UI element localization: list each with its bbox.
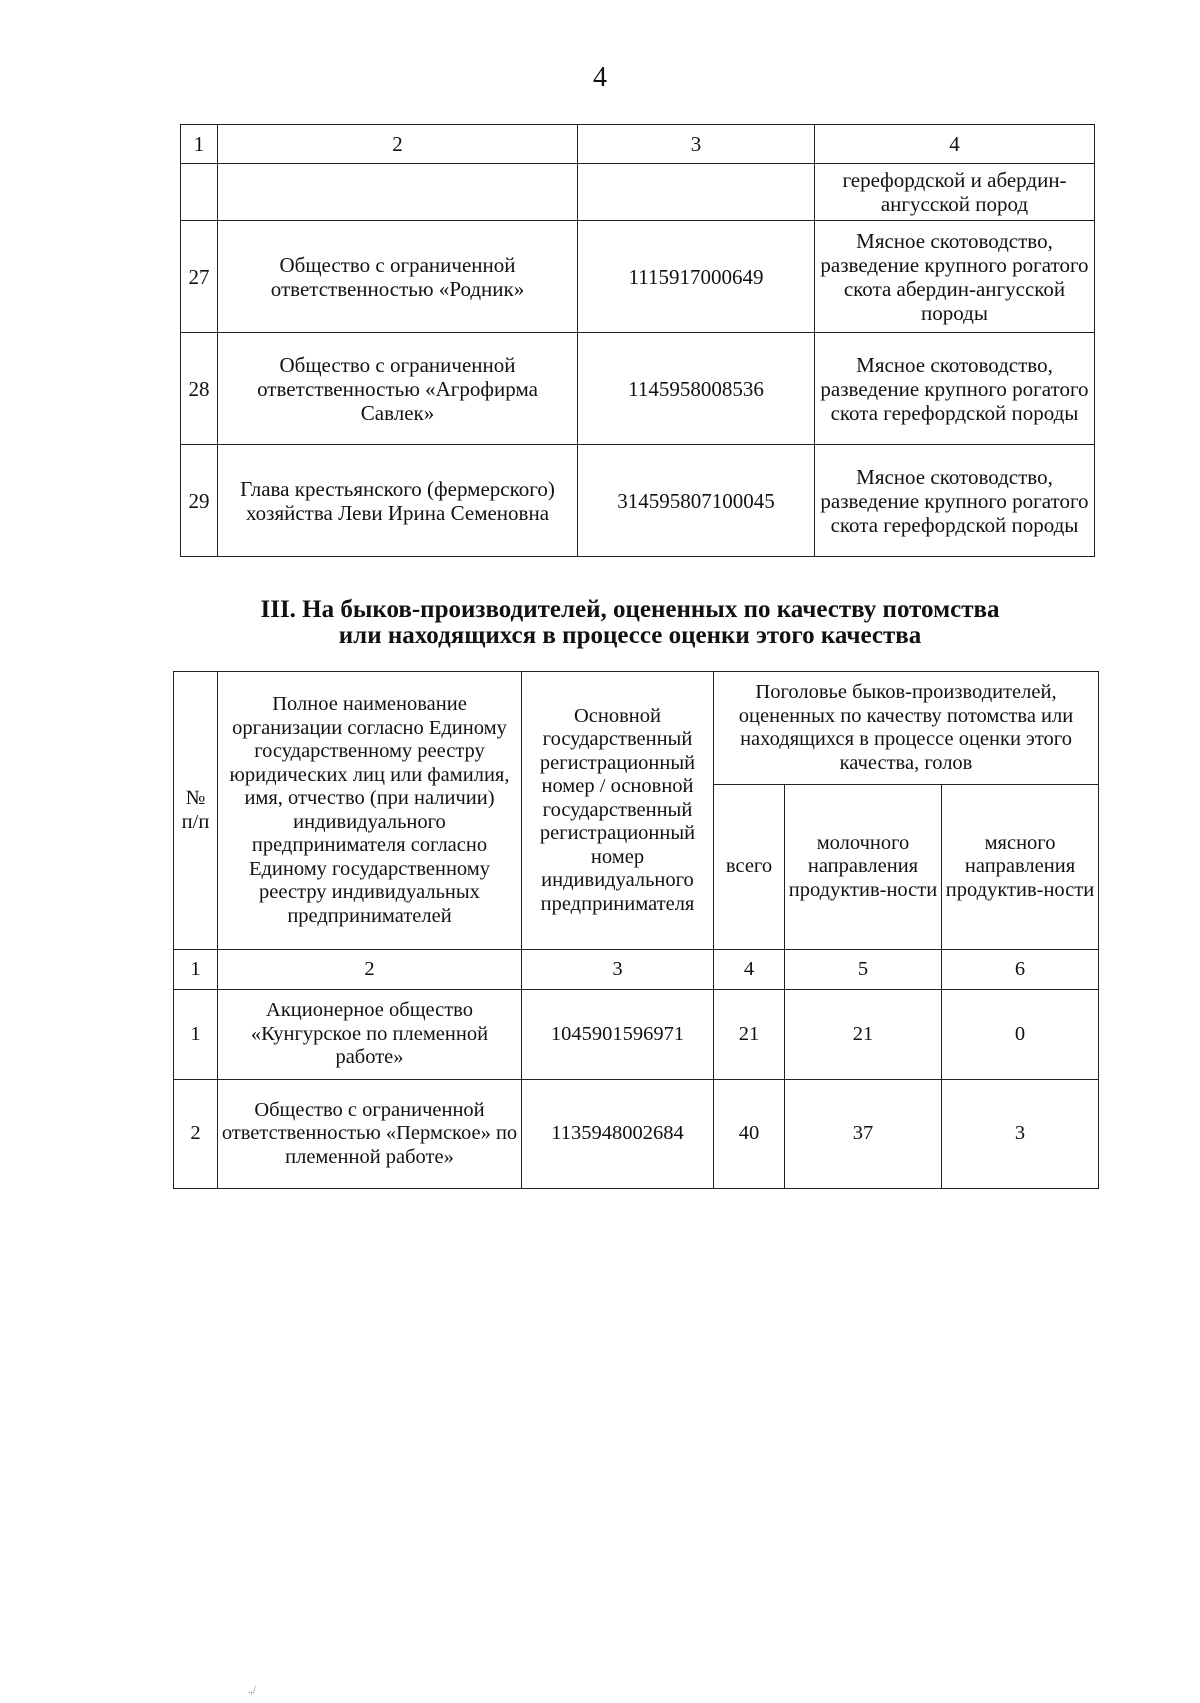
dairy-count: 21: [785, 990, 942, 1080]
registration-number: [578, 164, 815, 221]
total-count: 21: [714, 990, 785, 1080]
activity-description: Мясное скотоводство, разведение крупного рогатого скота абердин-ангусской породы: [815, 221, 1095, 333]
header-organization-name: Полное наименование организации согласно Единому государственному реестру юридических лиц или фамилия, имя, отчество (при наличии) индивидуального предпринимателя согласно Единому государственному реестру индивидуальных предпринимателей: [218, 672, 522, 950]
column-number: 4: [714, 950, 785, 990]
column-number: 2: [218, 950, 522, 990]
column-number: 1: [181, 125, 218, 164]
column-number: 3: [522, 950, 714, 990]
table-header-row: [174, 672, 1099, 785]
activity-description: Мясное скотоводство, разведение крупного рогатого скота герефордской породы: [815, 333, 1095, 445]
table-row: [181, 445, 1095, 557]
organization-name: Общество с ограниченной ответственностью «Родник»: [218, 221, 578, 333]
meat-count: 0: [942, 990, 1099, 1080]
activity-description: Мясное скотоводство, разведение крупного рогатого скота герефордской породы: [815, 445, 1095, 557]
column-number: 6: [942, 950, 1099, 990]
meat-count: 3: [942, 1080, 1099, 1189]
column-number: 1: [174, 950, 218, 990]
row-number: 2: [174, 1080, 218, 1189]
registration-number: 314595807100045: [578, 445, 815, 557]
bulls-table: [173, 671, 1099, 1189]
column-numbers-row: [174, 950, 1099, 990]
row-number: [181, 164, 218, 221]
row-number: 29: [181, 445, 218, 557]
section-title: [0, 597, 1200, 649]
row-number: 1: [174, 990, 218, 1080]
header-registration-number: Основной государственный регистрационный номер / основной государственный регистрационный номер индивидуального предпринимателя: [522, 672, 714, 950]
column-number: 5: [785, 950, 942, 990]
table-row: [174, 990, 1099, 1080]
organization-name: Общество с ограниченной ответственностью «Пермское» по племенной работе»: [218, 1080, 522, 1189]
column-number: 4: [815, 125, 1095, 164]
registration-number: 1115917000649: [578, 221, 815, 333]
header-row-number: № п/п: [174, 672, 218, 950]
section-title-line: III. На быков-производителей, оцененных по качеству потомства: [260, 596, 1000, 623]
registration-number: 1045901596971: [522, 990, 714, 1080]
organization-name: Глава крестьянского (фермерского) хозяйства Леви Ирина Семеновна: [218, 445, 578, 557]
header-livestock-group: Поголовье быков-производителей, оцененных по качеству потомства или находящихся в процессе оценки этого качества, голов: [714, 672, 1099, 785]
table-row: [181, 221, 1095, 333]
header-meat: мясного направления продуктив-ности: [942, 785, 1099, 950]
header-total: всего: [714, 785, 785, 950]
registration-number: 1145958008536: [578, 333, 815, 445]
total-count: 40: [714, 1080, 785, 1189]
table-row: [181, 333, 1095, 445]
organization-name: Общество с ограниченной ответственностью «Агрофирма Савлек»: [218, 333, 578, 445]
table-header-row: [181, 125, 1095, 164]
table-row-continuation: [181, 164, 1095, 221]
row-number: 28: [181, 333, 218, 445]
breeding-organizations-table-continued: [180, 124, 1095, 557]
column-number: 2: [218, 125, 578, 164]
organization-name: [218, 164, 578, 221]
header-dairy: молочного направления продуктив-ности: [785, 785, 942, 950]
row-number: 27: [181, 221, 218, 333]
table-row: [174, 1080, 1099, 1189]
section-title-line: или находящихся в процессе оценки этого качества: [338, 622, 922, 649]
registration-number: 1135948002684: [522, 1080, 714, 1189]
dairy-count: 37: [785, 1080, 942, 1189]
activity-description: герефордской и абердин-ангусской пород: [815, 164, 1095, 221]
column-number: 3: [578, 125, 815, 164]
organization-name: Акционерное общество «Кунгурское по племенной работе»: [218, 990, 522, 1080]
page-number: 4: [593, 62, 607, 93]
scan-mark: .,/: [248, 1685, 256, 1696]
